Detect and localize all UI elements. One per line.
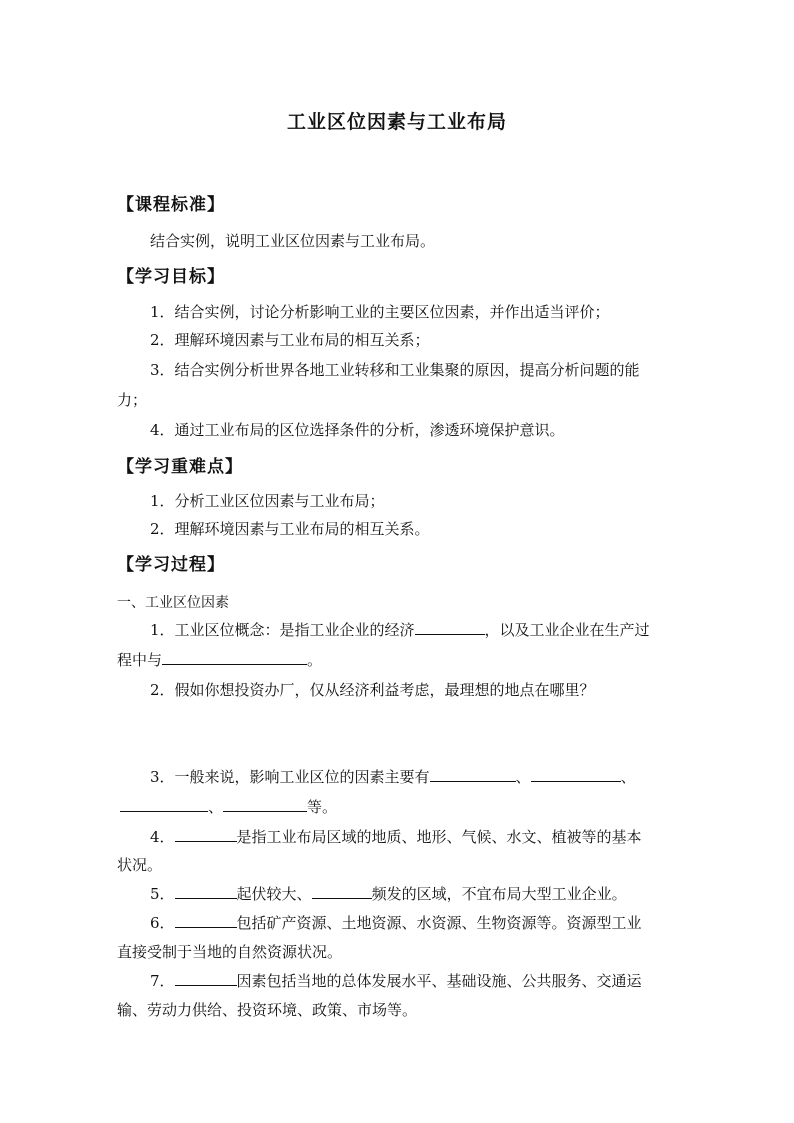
- answer-blank[interactable]: [175, 827, 237, 842]
- question-4-line-1: 4． 是指工业布局区域的地质、地形、气候、水文、植被等的基本: [150, 828, 642, 846]
- page-title: 工业区位因素与工业布局: [286, 111, 507, 133]
- question-4-line-2: 状况。: [117, 856, 163, 874]
- answer-blank[interactable]: [120, 797, 208, 812]
- question-3-line-1: 3．一般来说，影响工业区位的因素主要有 、 、: [150, 768, 636, 786]
- objective-item-3-cont: 力；: [117, 391, 148, 409]
- answer-blank[interactable]: [175, 884, 237, 899]
- course-standard-text: 结合实例，说明工业区位因素与工业布局。: [150, 232, 436, 250]
- question-7-line-2: 输、劳动力供给、投资环境、政策、市场等。: [117, 1001, 418, 1019]
- answer-blank[interactable]: [175, 971, 237, 986]
- process-subheading: 一、工业区位因素: [117, 595, 229, 611]
- key-point-item-1: 1．分析工业区位因素与工业布局；: [150, 492, 385, 510]
- answer-blank[interactable]: [415, 620, 485, 635]
- answer-blank[interactable]: [175, 913, 237, 928]
- heading-learning-objectives: 【学习目标】: [117, 267, 225, 287]
- objective-item-4: 4．通过工业布局的区位选择条件的分析，渗透环境保护意识。: [150, 421, 565, 439]
- question-6-line-2: 直接受制于当地的自然资源状况。: [117, 943, 343, 961]
- heading-key-points: 【学习重难点】: [117, 457, 243, 477]
- question-1-line-1: 1．工业区位概念：是指工业企业的经济 ，以及工业企业在生产过: [150, 621, 650, 639]
- answer-blank[interactable]: [531, 767, 621, 782]
- question-1-line-2: 程中与 。: [117, 651, 323, 669]
- question-7-line-1: 7． 因素包括当地的总体发展水平、基础设施、公共服务、交通运: [150, 972, 642, 990]
- heading-learning-process: 【学习过程】: [117, 555, 225, 575]
- objective-item-2: 2．理解环境因素与工业布局的相互关系；: [150, 331, 430, 349]
- answer-blank[interactable]: [430, 767, 516, 782]
- question-2: 2．假如你想投资办厂，仅从经济利益考虑，最理想的地点在哪里？: [150, 681, 595, 699]
- answer-blank[interactable]: [312, 884, 372, 899]
- answer-blank[interactable]: [223, 797, 307, 812]
- key-point-item-2: 2．理解环境因素与工业布局的相互关系。: [150, 520, 430, 538]
- objective-item-1: 1．结合实例，讨论分析影响工业的主要区位因素，并作出适当评价；: [150, 303, 610, 321]
- answer-blank[interactable]: [162, 650, 307, 665]
- objective-item-3: 3．结合实例分析世界各地工业转移和工业集聚的原因，提高分析问题的能: [150, 361, 640, 379]
- heading-course-standard: 【课程标准】: [117, 195, 225, 215]
- question-6-line-1: 6． 包括矿产资源、土地资源、水资源、生物资源等。资源型工业: [150, 914, 642, 932]
- question-5: 5． 起伏较大、 频发的区域，不宜布局大型工业企业。: [150, 885, 627, 903]
- question-3-line-2: 、 等。: [120, 797, 337, 817]
